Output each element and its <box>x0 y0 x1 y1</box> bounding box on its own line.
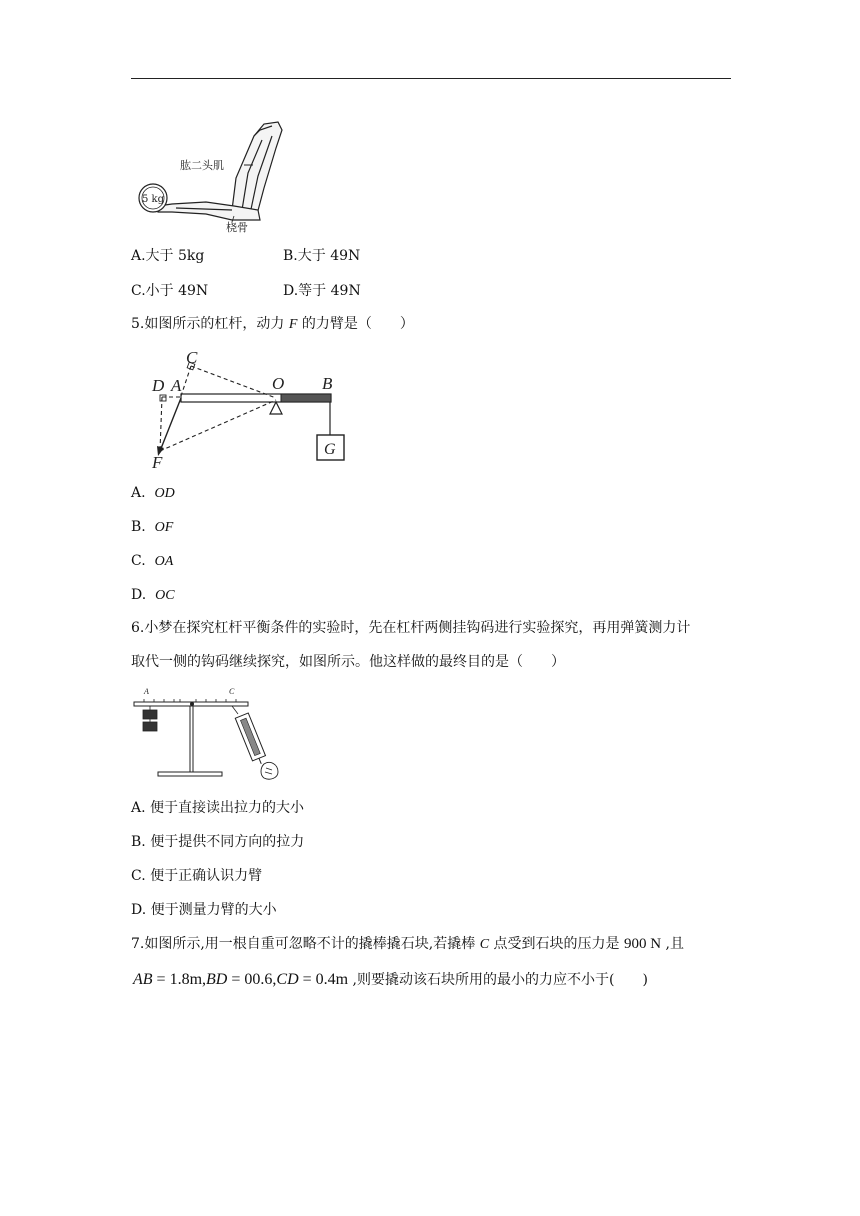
q5-option-b[interactable]: B. OF <box>131 519 174 535</box>
label-weight: 5 kg <box>142 194 165 205</box>
q5-stem <box>131 315 414 334</box>
label-radius: 桡骨 <box>226 221 248 234</box>
q6-option-b[interactable]: B. 便于提供不同方向的拉力 <box>131 834 305 850</box>
q4-option-d[interactable]: D.等于 49N <box>283 283 361 299</box>
q5-stem-prefix: 5.如图所示的杠杆，动力 <box>131 316 289 332</box>
q6-stem-line2: 取代一侧的钩码继续探究，如图所示。他这样做的最终目的是（ ） <box>131 654 565 670</box>
q5-option-d[interactable]: D. OC <box>131 587 175 603</box>
fig6-label-a: A <box>144 687 149 696</box>
fig5-label-d: D <box>152 376 165 395</box>
fig5-label-a: A <box>171 376 182 395</box>
header-rule <box>131 78 731 79</box>
q5-stem-var: F <box>288 317 298 332</box>
arm-lever-figure <box>136 118 296 236</box>
q6-option-c[interactable]: C. 便于正确认识力臂 <box>131 868 263 884</box>
lever-spring-scale-figure <box>132 686 284 782</box>
q4-option-a[interactable]: A.大于 5kg <box>131 248 205 264</box>
q4-option-c[interactable]: C.小于 49N <box>131 283 209 299</box>
fig5-label-b: B <box>322 374 333 393</box>
q7-stem-line2: AB = 1.8m,BD = 00.6,CD = 0.4m ,则要撬动该石块所用的最小的力应不小于( ) <box>133 971 648 988</box>
q4-option-b[interactable]: B.大于 49N <box>283 248 361 264</box>
fig5-label-g: G <box>324 441 336 458</box>
fig5-label-c: C <box>186 348 198 367</box>
q5-stem-suffix: 的力臂是（ ） <box>297 316 414 332</box>
q7-equation: AB = 1.8m,BD = 00.6,CD = 0.4m <box>133 971 349 988</box>
lever-force-arm-figure <box>148 348 358 472</box>
q5-option-a[interactable]: A. OD <box>131 485 175 501</box>
q5-option-c[interactable]: C. OA <box>131 553 174 569</box>
fig5-label-o: O <box>272 374 285 393</box>
q6-stem-line1: 6.小梦在探究杠杆平衡条件的实验时，先在杠杆两侧挂钩码进行实验探究，再用弹簧测力计 <box>131 620 691 636</box>
q6-option-d[interactable]: D. 便于测量力臂的大小 <box>131 902 277 918</box>
fig5-label-f: F <box>152 453 163 472</box>
label-biceps: 肱二头肌 <box>180 159 224 172</box>
fig6-label-c: C <box>229 687 235 696</box>
q6-option-a[interactable]: A. 便于直接读出拉力的大小 <box>131 800 305 816</box>
q7-stem-line1: 7.如图所示,用一根自重可忽略不计的撬棒撬石块,若撬棒 C 点受到石块的压力是 900 N ,且 <box>131 936 684 952</box>
